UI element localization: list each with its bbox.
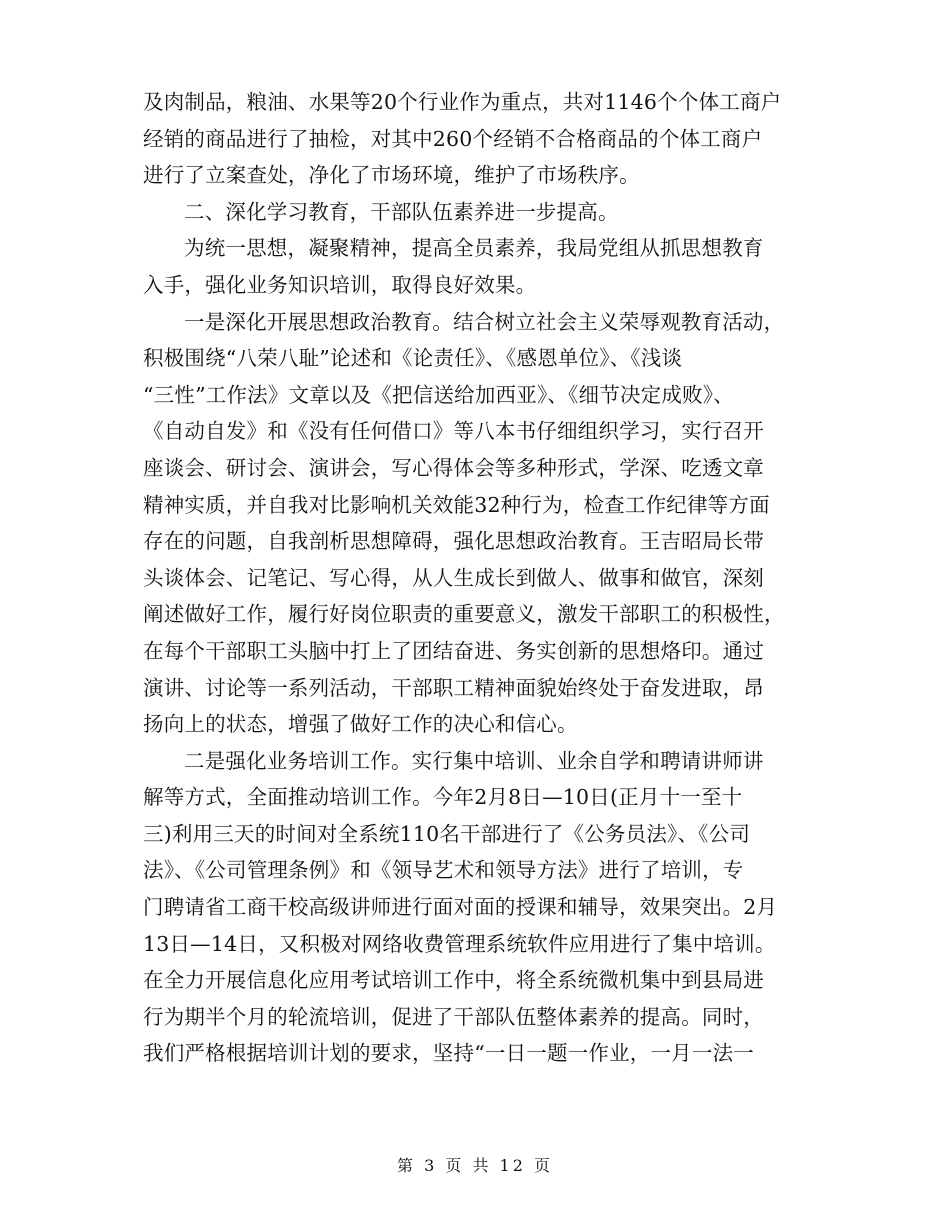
text-line: 演讲、讨论等一系列活动，干部职工精神面貌始终处于奋发进取，昂 xyxy=(143,675,764,700)
text-line: 解等方式，全面推动培训工作。今年2月8日—10日(正月十一至十 xyxy=(143,785,743,810)
text-line: 积极围绕“八荣八耻”论述和《论责任》、《感恩单位》、《浅谈 xyxy=(143,346,683,371)
text-line: 行为期半个月的轮流培训，促进了干部队伍整体素养的提高。同时， xyxy=(143,1004,764,1029)
text-line: 座谈会、研讨会、演讲会，写心得体会等多种形式，学深、吃透文章 xyxy=(143,455,764,480)
text-line: 阐述做好工作，履行好岗位职责的重要意义，激发干部职工的积极性， xyxy=(143,602,785,627)
text-line: 入手，强化业务知识培训，取得良好效果。 xyxy=(143,272,537,297)
text-line: 一是深化开展思想政治教育。结合树立社会主义荣辱观教育活动， xyxy=(184,309,785,334)
text-line: 《自动自发》和《没有任何借口》等八本书仔细组织学习，实行召开 xyxy=(143,419,764,444)
text-line: 法》、《公司管理条例》和《领导艺术和领导方法》进行了培训，专 xyxy=(143,858,744,883)
section-heading: 二、深化学习教育，干部队伍素养进一步提高。 xyxy=(184,199,619,224)
text-line: 及肉制品，粮油、水果等20个行业作为重点，共对1146个个体工商户 xyxy=(143,90,782,114)
text-line: 精神实质，并自我对比影响机关效能32种行为，检查工作纪律等方面 xyxy=(143,492,770,517)
text-line: 门聘请省工商干校高级讲师进行面对面的授课和辅导，效果突出。2月 xyxy=(143,895,778,920)
text-line: 三)利用三天的时间对全系统110名干部进行了《公务员法》、《公司 xyxy=(143,821,751,846)
text-line: 为统一思想，凝聚精神，提高全员素养，我局党组从抓思想教育 xyxy=(184,236,764,261)
text-line: 我们严格根据培训计划的要求，坚持“一日一题一作业，一月一法一 xyxy=(143,1041,754,1066)
text-line: 进行了立案查处，净化了市场环境，维护了市场秩序。 xyxy=(143,163,640,188)
text-line: 在全力开展信息化应用考试培训工作中，将全系统微机集中到县局进 xyxy=(143,968,764,993)
page-number-footer: 第 3 页 共 12 页 xyxy=(397,1156,553,1175)
body-text xyxy=(143,84,808,1072)
text-line: 存在的问题，自我剖析思想障碍，强化思想政治教育。王吉昭局长带 xyxy=(143,529,764,554)
text-line: 在每个干部职工头脑中打上了团结奋进、务实创新的思想烙印。通过 xyxy=(143,638,764,663)
text-line: “三性”工作法》文章以及《把信送给加西亚》、《细节决定成败》、 xyxy=(143,382,734,407)
text-line: 经销的商品进行了抽检，对其中260个经销不合格商品的个体工商户 xyxy=(143,126,763,151)
text-line: 头谈体会、记笔记、写心得，从人生成长到做人、做事和做官，深刻 xyxy=(143,565,764,590)
text-line: 13日—14日，又积极对网络收费管理系统软件应用进行了集中培训。 xyxy=(143,931,776,956)
text-line: 二是强化业务培训工作。实行集中培训、业余自学和聘请讲师讲 xyxy=(184,748,764,773)
text-line: 扬向上的状态，增强了做好工作的决心和信心。 xyxy=(143,712,578,737)
